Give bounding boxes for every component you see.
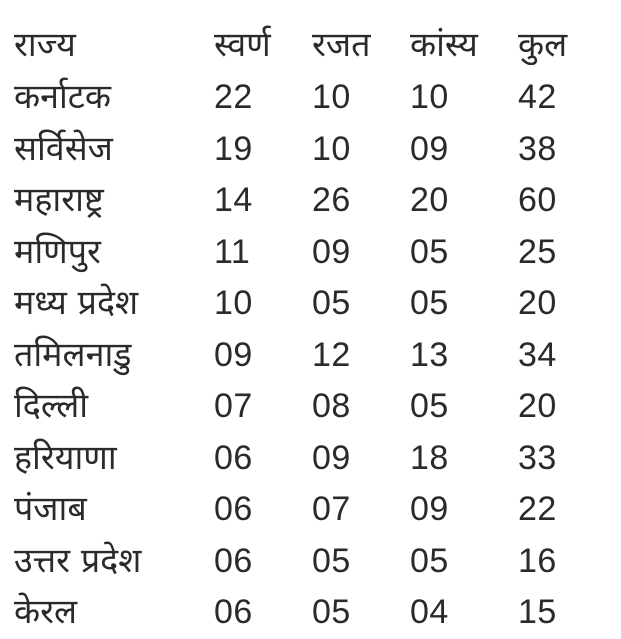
cell-state: सर्विसेज: [14, 128, 113, 169]
cell-state: उत्तर प्रदेश: [14, 540, 142, 581]
table-row: [14, 330, 614, 382]
table-row: [14, 381, 614, 433]
cell-bronze: 13: [410, 335, 449, 374]
cell-gold: 14: [214, 181, 253, 219]
table-row: [14, 484, 614, 536]
table-row: [14, 124, 614, 176]
cell-bronze: 10: [410, 78, 449, 116]
table-header: [14, 18, 614, 72]
cell-bronze: 05: [410, 387, 449, 425]
cell-gold: 06: [214, 438, 253, 477]
cell-bronze: 05: [410, 284, 449, 322]
cell-total: 34: [518, 335, 557, 374]
cell-state: मणिपुर: [14, 231, 101, 272]
cell-bronze: 04: [410, 593, 449, 631]
table-row: [14, 72, 614, 124]
table-row: [14, 433, 614, 485]
cell-total: 42: [518, 78, 557, 116]
cell-silver: 05: [312, 541, 351, 580]
cell-silver: 10: [312, 129, 351, 168]
cell-bronze: 18: [410, 438, 449, 477]
header-row: [14, 18, 614, 72]
cell-total: 15: [518, 593, 557, 631]
cell-bronze: 09: [410, 129, 449, 168]
cell-silver: 07: [312, 490, 351, 528]
medal-tally-table: [14, 18, 614, 639]
cell-total: 22: [518, 490, 557, 528]
table-row: [14, 587, 614, 639]
cell-state: कर्नाटक: [14, 77, 112, 117]
cell-state: दिल्ली: [14, 386, 89, 426]
cell-state: पंजाब: [14, 489, 87, 529]
cell-gold: 09: [214, 335, 253, 374]
cell-total: 20: [518, 387, 557, 425]
cell-total: 25: [518, 232, 557, 271]
cell-gold: 06: [214, 541, 253, 580]
header-state: राज्य: [14, 25, 76, 65]
cell-state: केरल: [14, 592, 78, 632]
cell-silver: 09: [312, 232, 351, 271]
cell-total: 20: [518, 284, 557, 322]
cell-gold: 19: [214, 129, 253, 168]
cell-silver: 10: [312, 78, 351, 116]
cell-silver: 26: [312, 181, 351, 219]
cell-state: हरियाणा: [14, 437, 117, 478]
header-total: कुल: [518, 25, 568, 65]
cell-silver: 12: [312, 335, 351, 374]
cell-total: 16: [518, 541, 557, 580]
cell-gold: 22: [214, 78, 253, 116]
cell-bronze: 20: [410, 181, 449, 219]
cell-silver: 05: [312, 593, 351, 631]
cell-gold: 07: [214, 387, 253, 425]
cell-total: 38: [518, 129, 557, 168]
header-bronze: कांस्य: [410, 25, 478, 65]
table-row: [14, 175, 614, 227]
cell-total: 33: [518, 438, 557, 477]
cell-state: मध्य प्रदेश: [14, 283, 139, 323]
header-silver: रजत: [312, 25, 371, 65]
cell-bronze: 05: [410, 541, 449, 580]
cell-silver: 05: [312, 284, 351, 322]
table-body: [14, 72, 614, 639]
cell-gold: 10: [214, 284, 253, 322]
cell-state: महाराष्ट्र: [14, 180, 104, 220]
cell-gold: 06: [214, 490, 253, 528]
cell-gold: 11: [214, 232, 251, 271]
cell-total: 60: [518, 181, 557, 219]
header-gold: स्वर्ण: [214, 25, 271, 65]
cell-state: तमिलनाडु: [14, 334, 132, 375]
table-row: [14, 536, 614, 588]
table-row: [14, 278, 614, 330]
cell-gold: 06: [214, 593, 253, 631]
cell-bronze: 09: [410, 490, 449, 528]
table-row: [14, 227, 614, 279]
cell-bronze: 05: [410, 232, 449, 271]
cell-silver: 09: [312, 438, 351, 477]
cell-silver: 08: [312, 387, 351, 425]
